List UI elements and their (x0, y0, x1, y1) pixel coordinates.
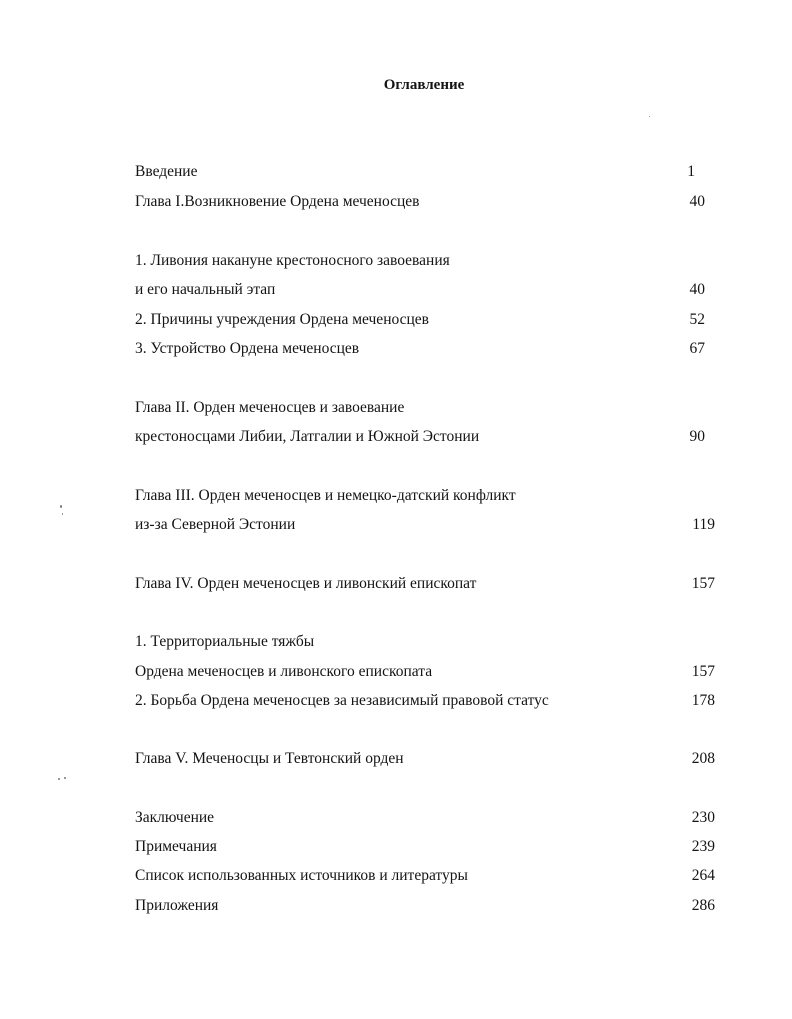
toc-entry-chapter-3-cont (135, 514, 715, 536)
toc-entry-page: 286 (691, 897, 715, 914)
scan-speck (62, 513, 63, 515)
toc-entry-label: Глава I.Возникновение Ордена меченосцев (135, 193, 420, 210)
toc-entry-section-1-1 (135, 250, 715, 272)
toc-entry-notes (135, 836, 715, 858)
scan-speck (64, 777, 66, 779)
toc-entry-page: 178 (691, 692, 715, 709)
toc-entry-label: Глава IV. Орден меченосцев и ливонский епископат (135, 575, 477, 592)
toc-entry-label: Заключение (135, 809, 215, 826)
scan-speck (649, 116, 650, 117)
toc-entry-label: 3. Устройство Ордена меченосцев (135, 340, 360, 357)
toc-entry-section-1-2 (135, 309, 715, 331)
toc-entry-page: 157 (691, 575, 715, 592)
toc-entry-section-1-1-cont (135, 279, 715, 301)
toc-entry-page: 230 (691, 809, 715, 826)
toc-entry-page: 52 (689, 311, 705, 328)
toc-entry-chapter-2-cont (135, 426, 715, 448)
toc-entry-section-1-3 (135, 338, 715, 360)
scan-speck (58, 778, 60, 780)
toc-entry-label: 1. Территориальные тяжбы (135, 633, 315, 650)
toc-entry-chapter-4 (135, 573, 715, 595)
toc-entry-label: из-за Северной Эстонии (135, 516, 296, 533)
toc-entry-label: Список использованных источников и литературы (135, 867, 468, 884)
toc-entry-label: Ордена меченосцев и ливонского епископата (135, 663, 433, 680)
toc-entry-chapter-1 (135, 191, 715, 213)
toc-entry-label: и его начальный этап (135, 281, 276, 298)
toc-entry-page: 208 (691, 750, 715, 767)
toc-entry-introduction (135, 161, 715, 183)
toc-entry-label: 2. Причины учреждения Ордена меченосцев (135, 311, 429, 328)
toc-entry-page: 40 (689, 281, 705, 298)
toc-entry-conclusion (135, 807, 715, 829)
toc-entry-label: Глава V. Меченосцы и Тевтонский орден (135, 750, 404, 767)
toc-entry-label: 2. Борьба Ордена меченосцев за независимый правовой статус (135, 692, 549, 709)
toc-entry-page: 157 (691, 663, 715, 680)
toc-entry-label: Приложения (135, 897, 219, 914)
toc-entry-section-4-2 (135, 690, 715, 712)
toc-entry-label: Глава II. Орден меченосцев и завоевание (135, 399, 405, 416)
toc-entry-label: Глава III. Орден меченосцев и немецко-датский конфликт (135, 487, 516, 504)
toc-entry-page: 67 (689, 340, 705, 357)
toc-entry-chapter-3 (135, 485, 715, 507)
page-title: Оглавление (383, 77, 465, 93)
toc-entry-page: 264 (691, 867, 715, 884)
toc-entry-section-4-1-cont (135, 661, 715, 683)
toc-entry-chapter-5 (135, 748, 715, 770)
toc-entry-label: крестоносцами Либии, Латгалии и Южной Эстонии (135, 428, 480, 445)
toc-entry-appendices (135, 895, 715, 917)
toc-entry-section-4-1 (135, 631, 715, 653)
scan-speck (60, 505, 62, 508)
toc-entry-label: Введение (135, 163, 198, 180)
toc-entry-page: 119 (692, 516, 715, 533)
toc-entry-page: 40 (689, 193, 705, 210)
toc-entry-label: 1. Ливония накануне крестоносного завоевания (135, 252, 450, 269)
toc-entry-page: 90 (689, 428, 705, 445)
toc-entry-bibliography (135, 865, 715, 887)
toc-entry-page: 239 (691, 838, 715, 855)
toc-entry-chapter-2 (135, 397, 715, 419)
toc-entry-page: 1 (687, 163, 695, 180)
toc-entry-label: Примечания (135, 838, 217, 855)
